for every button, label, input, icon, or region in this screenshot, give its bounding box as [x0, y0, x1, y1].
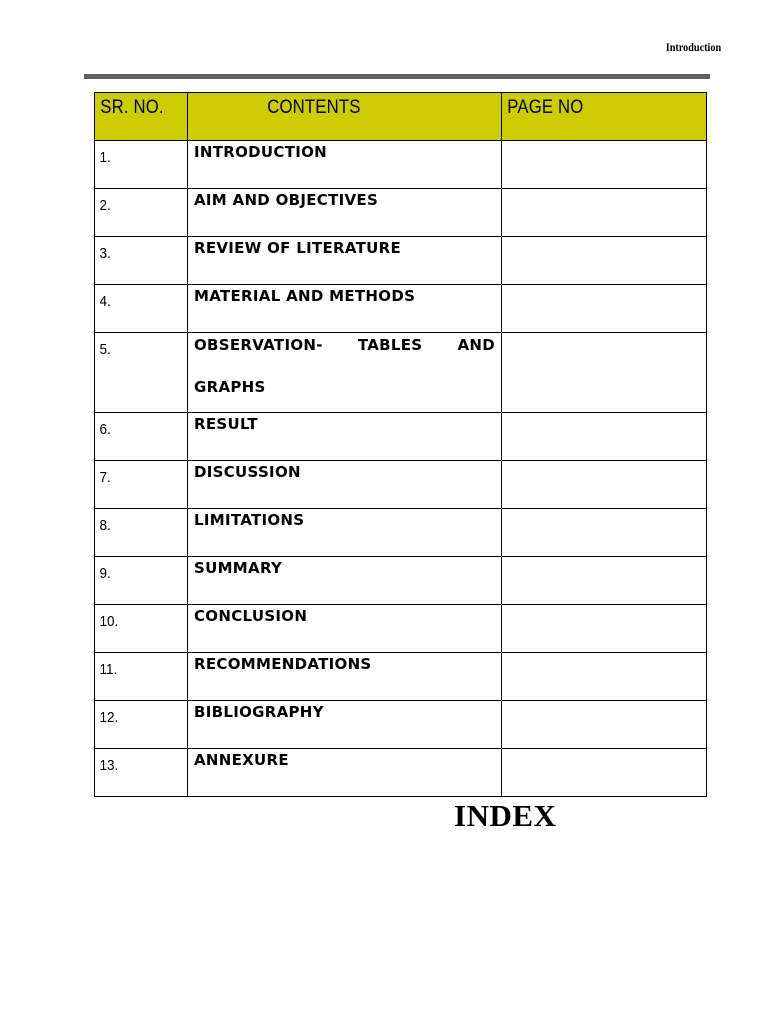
contents-cell: MATERIAL AND METHODS	[188, 285, 502, 333]
contents-cell: CONCLUSION	[188, 605, 502, 653]
table-row	[95, 189, 707, 237]
table-row	[95, 653, 707, 701]
contents-cell: SUMMARY	[188, 557, 502, 605]
contents-cell: INTRODUCTION	[188, 141, 502, 189]
table-row	[95, 749, 707, 797]
contents-table	[94, 92, 707, 797]
table-row	[95, 509, 707, 557]
index-title: INDEX	[454, 798, 557, 833]
page-no-cell	[502, 605, 707, 653]
sr-no-cell: 2.	[95, 189, 188, 237]
sr-no-cell: 8.	[95, 509, 188, 557]
sr-no-header: SR. NO.	[95, 93, 188, 141]
page-no-cell	[502, 653, 707, 701]
page-no-cell	[502, 413, 707, 461]
contents-cell: ANNEXURE	[188, 749, 502, 797]
table-row	[95, 701, 707, 749]
sr-no-cell: 7.	[95, 461, 188, 509]
contents-cell: AIM AND OBJECTIVES	[188, 189, 502, 237]
table-row	[95, 557, 707, 605]
page-no-cell	[502, 285, 707, 333]
sr-no-cell: 6.	[95, 413, 188, 461]
page-no-header: PAGE NO	[502, 93, 707, 141]
table-row	[95, 605, 707, 653]
table-row	[95, 237, 707, 285]
sr-no-cell: 13.	[95, 749, 188, 797]
sr-no-cell: 4.	[95, 285, 188, 333]
contents-cell: OBSERVATION- TABLES AND GRAPHS	[188, 333, 502, 413]
page-no-cell	[502, 237, 707, 285]
page-no-cell	[502, 701, 707, 749]
sr-no-cell: 3.	[95, 237, 188, 285]
sr-no-cell: 12.	[95, 701, 188, 749]
contents-header: CONTENTS	[188, 93, 502, 141]
contents-cell: RECOMMENDATIONS	[188, 653, 502, 701]
page-no-cell	[502, 189, 707, 237]
page-no-cell	[502, 141, 707, 189]
sr-no-cell: 1.	[95, 141, 188, 189]
sr-no-cell: 11.	[95, 653, 188, 701]
table-row	[95, 333, 707, 413]
page-no-cell	[502, 509, 707, 557]
table-row	[95, 413, 707, 461]
contents-cell: RESULT	[188, 413, 502, 461]
table-row	[95, 141, 707, 189]
page-no-cell	[502, 461, 707, 509]
running-header: Introduction	[665, 40, 721, 54]
sr-no-cell: 5.	[95, 333, 188, 413]
page-no-cell	[502, 557, 707, 605]
table-header-row	[95, 93, 707, 141]
contents-cell: DISCUSSION	[188, 461, 502, 509]
table-row	[95, 461, 707, 509]
page-no-cell	[502, 749, 707, 797]
contents-cell: REVIEW OF LITERATURE	[188, 237, 502, 285]
contents-cell: BIBLIOGRAPHY	[188, 701, 502, 749]
page-no-cell	[502, 333, 707, 413]
sr-no-cell: 10.	[95, 605, 188, 653]
contents-cell: LIMITATIONS	[188, 509, 502, 557]
header-rule	[84, 74, 710, 79]
sr-no-cell: 9.	[95, 557, 188, 605]
